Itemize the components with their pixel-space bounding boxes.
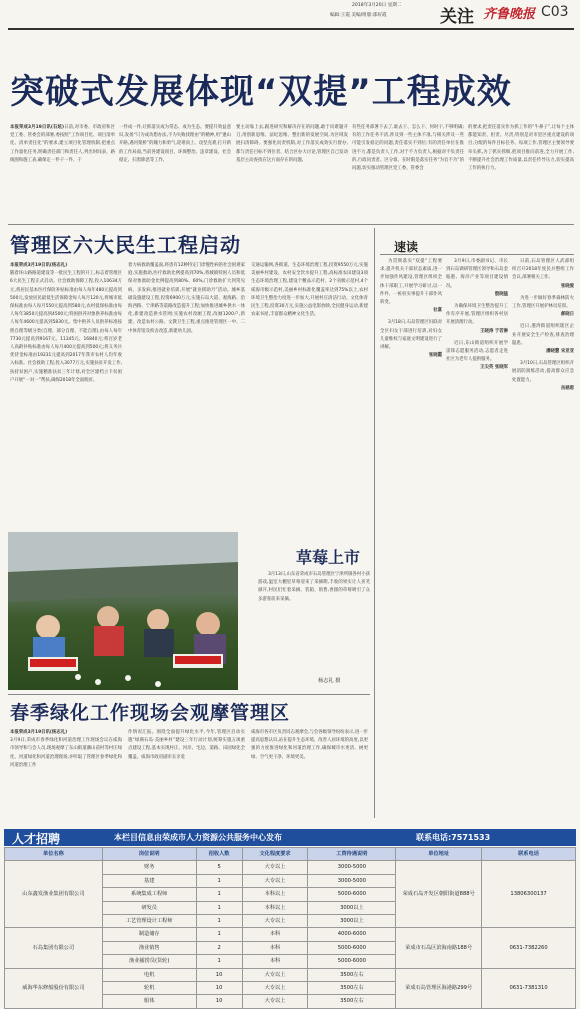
table-cell: 1: [196, 928, 242, 941]
table-cell: 1: [196, 915, 242, 928]
sudu-item: [512, 295, 574, 320]
table-cell: 研发员: [102, 901, 196, 914]
table-cell: 3000以上: [308, 915, 396, 928]
table-cell: 基建: [102, 874, 196, 887]
company-address: 荣成市石岛区滨海南路188号: [396, 928, 482, 968]
sudu-item-text: 日前,石岛管理区人武部组织召开2018年度民兵整组工作会议,部署相关工作。: [512, 259, 574, 281]
sudu-item-author: 王尖英 张晓军: [480, 365, 508, 371]
table-cell: 制造储存: [102, 928, 196, 941]
table-cell: 本科: [242, 941, 308, 954]
table-cell: 大专以上: [242, 968, 308, 981]
lead-headline: 突破式发展体现“双提”工程成效: [10, 72, 512, 112]
col-header: 单位地址: [396, 848, 482, 861]
sudu-item: [446, 258, 508, 299]
table-cell: 3000-5000: [308, 861, 396, 874]
greening-column-1: [10, 729, 122, 813]
sudu-item-text: 近日,东山街道组织开展学雷锋志愿服务活动,志愿者走进社区为老年人提供服务。: [446, 340, 508, 363]
table-row: [5, 928, 576, 941]
table-cell: 3500左右: [308, 982, 396, 995]
sudu-item: [512, 323, 574, 356]
table-cell: 大专以上: [242, 915, 308, 928]
col-header: 招收人数: [196, 848, 242, 861]
photo-title: 草莓上市: [296, 548, 361, 567]
table-cell: 1: [196, 955, 242, 968]
table-cell: 轮机: [102, 982, 196, 995]
sudu-underline: [380, 254, 574, 255]
strawberry-photo: [8, 532, 238, 690]
table-cell: 渔业捕捞员(货轮): [102, 955, 196, 968]
jobs-header-row: [5, 848, 576, 861]
livelihood-column-2: 着力病救助覆盖面,将患有12种特定门诊慢性病的社会困难家庭,实施救助,医疗救助比例提高到70%,将城镇特困人员和低保对象救助金比例提高到80%、60%,门诊救助扩大到常见病、多发病,推进就业培训,开展“就业援助月”活动。城乡基础设施建设工程,投资6900万元,实施石岛大道、观海路、沿海西路、宁津路等道路改造提升工程;加快推进城乡供水一体化,新建改造供水管网;实施农村改厕工程,改厕1200户,新建、改造农村公路。文教卫生工程,重点推进管理区一中、二中体育馆及校舍改造,新建幼儿园。: [128, 263, 245, 334]
jobs-banner: [4, 829, 576, 846]
sudu-item-author: 张晓爱: [560, 283, 574, 289]
divider-2: [8, 694, 370, 695]
col-header: 联系电话: [482, 848, 576, 861]
table-cell: 大专以上: [242, 995, 308, 1008]
lead-byline: 本报荣成3月19日讯(石炫): [10, 125, 64, 130]
greening-column-2: 作情况汇报。围绕全面提升绿化水平,今年,管理区启动实施“绿满石岛·美丽乡村”建设三年行动计划,统筹实施五项重点建设工程,基本实现村庄、河岸、宅边、道路、田园绿化全覆盖。威海市政府副市长亲赴: [128, 730, 245, 760]
livelihood-column-1: [10, 262, 122, 530]
table-cell: 3000-5000: [308, 874, 396, 887]
table-cell: 本科: [242, 928, 308, 941]
table-cell: 10: [196, 995, 242, 1008]
jobs-banner-phone: 联系电话:7571533: [416, 833, 491, 842]
table-cell: 2: [196, 941, 242, 954]
sudu-item-author: 张晓霞: [428, 353, 442, 359]
col-header: 文化程度要求: [242, 848, 308, 861]
sudu-item: [446, 340, 508, 373]
company-name: 山东鑫发渔业集团有限公司: [5, 861, 103, 928]
table-cell: 工艺管理设计工程师: [102, 915, 196, 928]
table-cell: 本科以上: [242, 901, 308, 914]
table-cell: 大专以上: [242, 861, 308, 874]
company-address: 荣成石岛管理区海港路299号: [396, 968, 482, 1008]
lead-column-3: 要主动靠上去,跟进研究和解决存在的问题,敢于向难题开刀,用创新思维、法纪思维、整出新的发展空间,为区域发展扫清障碍。要强化问责机制,对工作落实成效实行督办,都与责任目标不到位者、结合区办大讨论,管理区自己发动基层主动查找在这方面存在的问题,: [236, 125, 348, 163]
table-cell: 10: [196, 968, 242, 981]
sudu-title: 速读: [394, 240, 419, 254]
table-cell: 大专以上: [242, 982, 308, 995]
company-name: 石岛集团有限公司: [5, 928, 103, 968]
livelihood-column-3: 交通运输网,各街道、生态环境治理工程,投资9550万元,实施美丽乡村建设、农村安全饮水提升工程,高标准农田建设3项生态环境治理工程,建设个精品示范村、2个省级示范村,4个威海市级示范村,美丽乡村标准化覆盖率达到75%以上,农村环境卫生整治力度进一步加大,开展村庄清洁行动。文化体育民生工程,投资30万元,实施公益电影放映,全民健身运动,新建农家书屋,丰富群众精神文化生活。: [251, 263, 368, 318]
table-cell: 5000-6000: [308, 955, 396, 968]
company-phone: 0631-7381310: [482, 968, 576, 1008]
sudu-item-author: 社富: [433, 308, 442, 314]
table-cell: 渔业销售: [102, 941, 196, 954]
col-header: 岗位说明: [102, 848, 196, 861]
table-cell: 电机: [102, 968, 196, 981]
greening-column-3: 威海市各市区负责同志观摩会,与会各级领导纷纷表示,进一步提高思想认识,站在提升生态环境、改善人居环境的高度,以更强的力度推进绿化和河道治理工作,确保城市水更清、树更绿、空气更干净、环境更美。: [251, 730, 368, 760]
jobs-banner-text: 本栏目信息由荣成市人力资源公共服务中心发布: [114, 833, 282, 842]
sudu-item: [380, 319, 442, 360]
table-cell: 3500左右: [308, 968, 396, 981]
jobs-banner-title: 人才招聘: [12, 832, 61, 846]
sudu-item: [512, 258, 574, 291]
sudu-item-author: 王晓涛 于若淋: [480, 328, 508, 334]
table-cell: 3000以上: [308, 901, 396, 914]
greening-text-1: 3月9日,荣成市春季绿化和河道治理工作现场会议在威海市领导和与会人员,现场观摩了东山街道潮山前村等村庄绿化、河道绿化和河道治理现场,并听取了管理区春季绿化和河道治理工作: [10, 738, 122, 768]
header-rule: [8, 28, 574, 30]
company-phone: 0631-7382260: [482, 928, 576, 968]
sudu-item: [512, 360, 574, 393]
table-cell: 4000-6000: [308, 928, 396, 941]
greening-byline: 本报荣成3月19日讯(杨志礼): [10, 730, 68, 735]
editor-line: 编辑:王霞 美编/组版:邵好霞: [330, 13, 387, 18]
livelihood-headline: 管理区六大民生工程启动: [10, 233, 241, 257]
table-row: [5, 861, 576, 874]
photo-credit: 杨志礼 摄: [318, 678, 341, 684]
sudu-item-text: 3月18日,石岛管理区妇联对全区妇女干部进行培训,对妇女儿童维权与家庭文明建设进行了讲解。: [380, 320, 442, 351]
company-name: 威海华东修船股份有限公司: [5, 968, 103, 1008]
date-line: 2018年3月20日 星期二: [352, 3, 402, 8]
divider: [8, 224, 574, 225]
table-cell: 1: [196, 901, 242, 914]
company-phone: 13806300137: [482, 861, 576, 928]
sudu-item-text: 3月10日,石岛管理区组织开展消防演练活动,提高群众应急处置能力。: [512, 361, 574, 383]
lead-column-2: 一件成一件,让抓落实成为常态、成为生态。要提升效益意识,发扬“只为成功想办法,不为失败找理由”的精神,用“逢山开路,遇河架桥”的魄力和勇气,迎难而上、攻坚克难,打开新的工作局面,当前各建设项目、环保整治、违章建设、社会稳定、扫黑除恶等工作,: [119, 125, 231, 163]
table-cell: 大专以上: [242, 874, 308, 887]
col-header: 单位名称: [5, 848, 103, 861]
sudu-item-author: 岳涵恩: [560, 385, 574, 391]
livelihood-byline: 本报荣成3月19日讯(杨志礼): [10, 263, 68, 268]
table-cell: 5000-6000: [308, 888, 396, 901]
table-cell: 3500左右: [308, 995, 396, 1008]
sudu-item: [446, 303, 508, 336]
table-cell: 10: [196, 982, 242, 995]
table-row: [5, 968, 576, 981]
greening-headline: 春季绿化工作现场会观摩管理区: [10, 702, 291, 724]
vertical-divider: [374, 228, 375, 818]
sudu-item-text: 为确保环境卫生整治提升工作有序开展,管理区组织各村居开展清理行动。: [446, 304, 508, 326]
sudu-item-text: 3月9日,市委副书记、市长到石岛调研管理区领导和石岛金瓯港、海洋产业等项目建设情况。: [446, 259, 508, 289]
table-cell: 本科: [242, 955, 308, 968]
sudu-item-author: 潘晓慧 宋亚亚: [546, 349, 574, 355]
lead-column-4: 有些任务部署下去了,谁去干、怎么干、何时干,不够明确;有的工作任务不清,涉及到一些主体不准,与相关涉及一些可能引发稳定的问题,责任落实不到位;有的责任单位在推进不力,都是负责人工作,对于不力负责人,根据对不负责任的,行政问责者。区分谁、在时限是落实任务“为官不为”的问题,切实推动管理区党工委、管委会: [352, 125, 464, 172]
livelihood-text-1: 随着环山路路道建设等一批民生工程的开工,标志着管理区6大民生工程正式启动。社会救助保障工程,投入10634万元,将居民基本医疗保险补贴标准由每人每年480元提高到500元,发放居民最低生活保障金每人每月120元,将城市低保标准由每人每月550元提高到580元,农村低保标准由每人每年3850元提高到4500元;特困供养对象供养标准由每人每年4600元提高到5830元。集中供养人员供养标准按照自理等级分类(自理、部分自理、不能自理),由每人每年7730元提高到9167元、11345元、16840元;将百岁老人高龄补贴标准由每人每月400元提高到500元;将义务兵优待金标准由19231元提高到2017年我市农村人均年收入标准。社会救助工程,投入3077万元,实施扶贫开发工作,扶持贫困户,实施精准扶贫三年计划,对全区建档立卡贫困户开展“一对一”帮扶,确保2018年全面脱贫。: [10, 271, 122, 383]
sudu-item: [380, 258, 442, 315]
sudu-item-text: 为贯彻落实“双提”工程要求,提升机关干部状态素质,进一步加强作风建设,管理区组织全体干部职工,开展学习研讨,以一件件、一桩桩实事提升干部作风转变。: [380, 259, 442, 306]
table-cell: 5: [196, 861, 242, 874]
masthead: [0, 0, 580, 30]
table-cell: 系统集成工程师: [102, 888, 196, 901]
paper-name-logo: 齐鲁晚报: [483, 7, 536, 22]
section-title: 关注: [440, 7, 474, 27]
lead-column-1: [10, 124, 115, 219]
table-cell: 1: [196, 874, 242, 887]
table-cell: 船体: [102, 995, 196, 1008]
company-address: 荣成石岛开发区朝阳街道888号: [396, 861, 482, 928]
table-cell: 本科以上: [242, 888, 308, 901]
sudu-item-author: 郝晓日: [560, 312, 574, 318]
page-number: C03: [541, 4, 569, 20]
lead-text-1: 日前,对市委、市政府和区党工委、管委会的部署,委按照“工作项目化、项目清单化、清单责任化”的要求,建立项目化管理机制,把重点工作量化任务,明确责任部门和责任人,列出时间表、路线图和施工表,确保定一件干一件、干: [10, 125, 115, 163]
table-cell: 5000-6000: [308, 941, 396, 954]
lead-column-5: 的要求,把责任落实作为抓工作的“牛鼻子”,让每个主体都能知责、担责、尽责,特别是对市里区重点建设的项目,分配的每件目标任务、每项工作,管理区主要领导要牵头抓,为了抓实抓细,把项目推向前进,全力开展工作,不断提升社会治理工作质量,以责任传导压力,切实提高工作的执行力。: [468, 125, 574, 172]
table-cell: 财务: [102, 861, 196, 874]
sudu-item-author: 殷晓猛: [494, 291, 508, 297]
col-header: 工资待遇说明: [308, 848, 396, 861]
sudu-item-text: 为进一步做好春季森林防火工作,管理区开展护林员培训。: [512, 295, 574, 310]
photo-caption: 3月13日,山东省荣成市石岛管理区宁津所镇各村小孩游戏,温室大棚里草莓迎来了采摘期,丰收的果实让人喜笑颜开,村民们忙着采摘、装箱、销售,香甜的草莓吸引了众多游客前来采摘。: [258, 572, 370, 602]
table-cell: 1: [196, 888, 242, 901]
sudu-list: [380, 258, 574, 818]
sudu-item-text: 近日,港湾街道组织辖区企业开展安全生产检查,排查治理隐患。: [512, 324, 574, 346]
jobs-table: [4, 847, 576, 1009]
